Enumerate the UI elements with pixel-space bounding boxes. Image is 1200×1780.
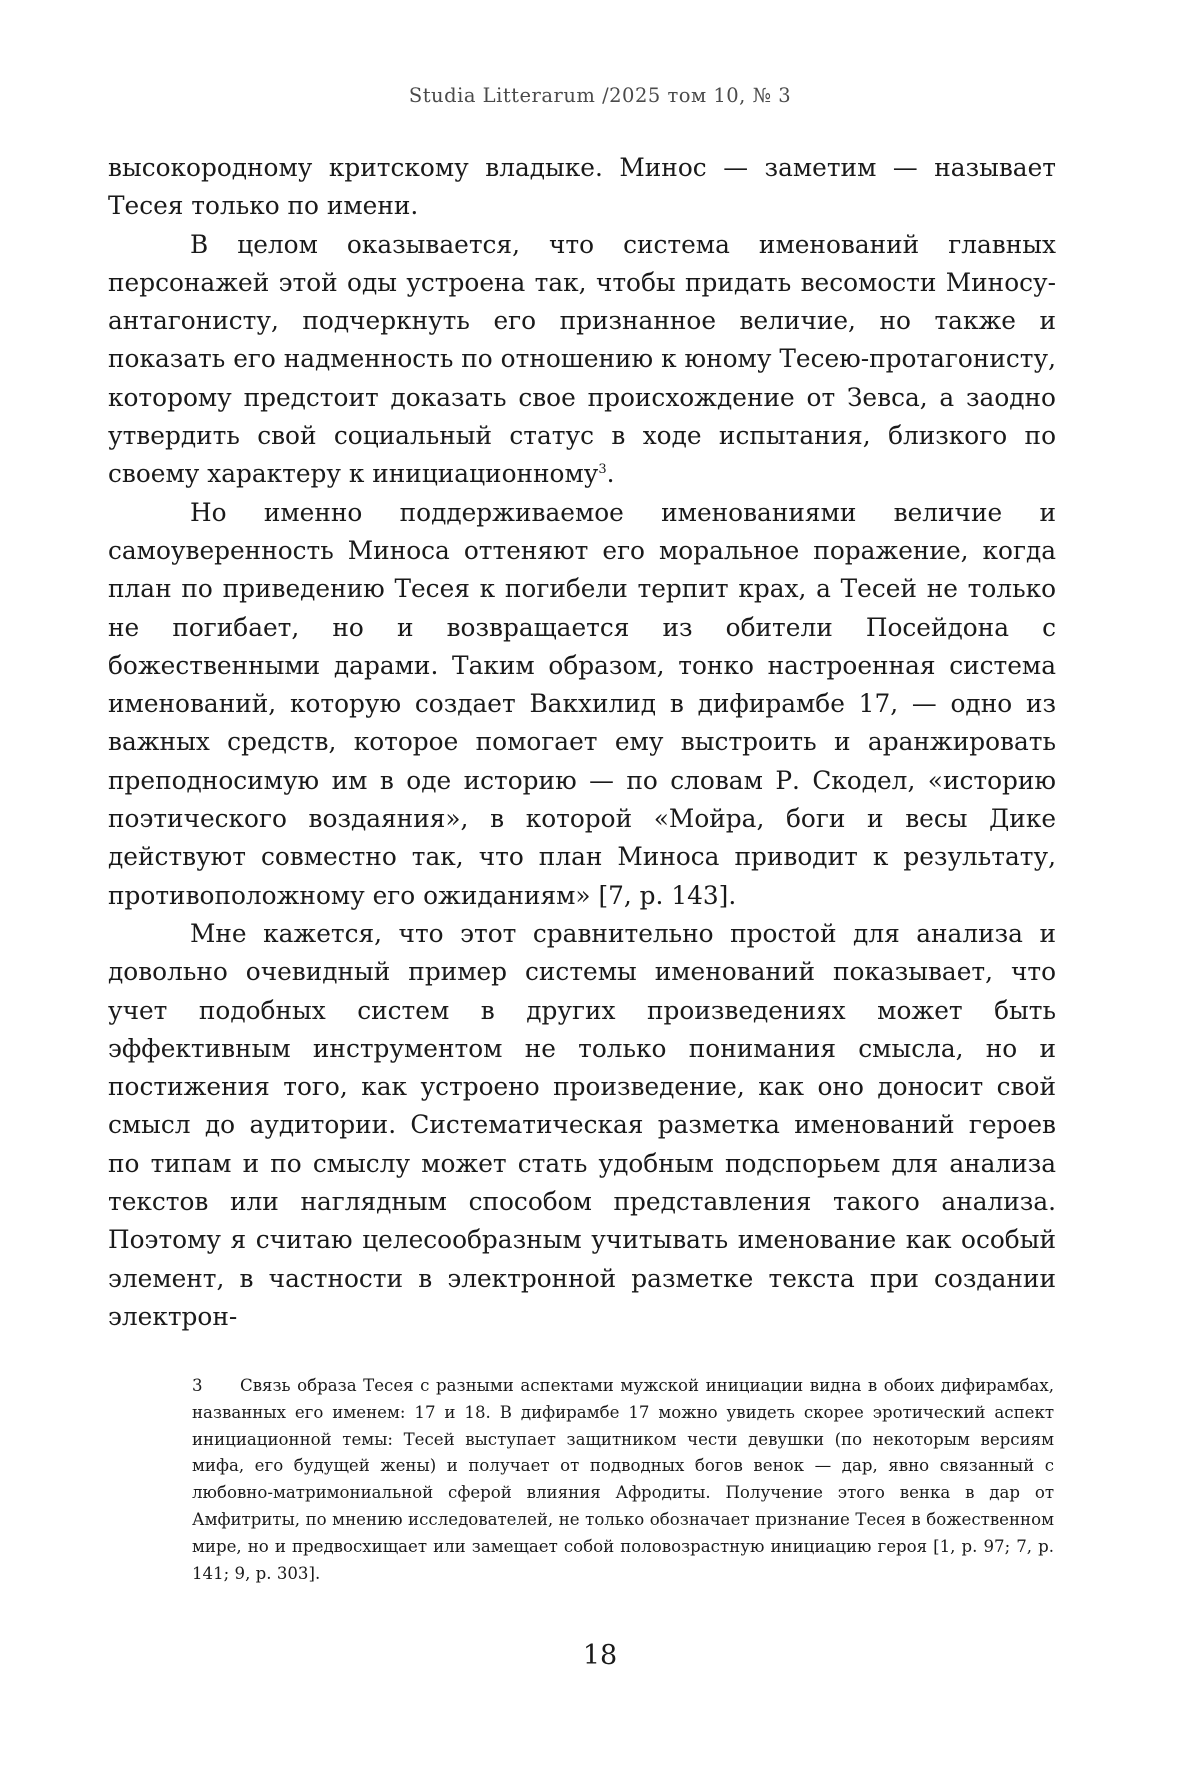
page-number: 18	[582, 1640, 618, 1671]
footnote-number: 3	[192, 1376, 203, 1395]
footnote-3	[192, 1373, 1054, 1587]
main-text	[108, 149, 1056, 1336]
paragraph-2	[108, 226, 1056, 494]
paragraph-2-text: В целом оказывается, что система именований главных персонажей этой оды устроена так, чтобы придать весомости Миносу-антагонисту, подчеркнуть его признанное величие, но также и показать его надменность по отношению к юному Тесею-протагонисту, которому предстоит доказать свое происхождение от Зевса, а заодно утвердить свой социальный статус в ходе испытания, близкого по своему характеру к инициационному	[108, 229, 1056, 489]
paragraph-4: Мне кажется, что этот сравнительно простой для анализа и довольно очевидный пример системы именований показывает, что учет подобных систем в других произведениях может быть эффективным инструментом не только понимания смысла, но и постижения того, как устроено произведение, как оно доносит свой смысл до аудитории. Систематическая разметка именований героев по типам и по смыслу может стать удобным подспорьем для анализа текстов или наглядным способом представления такого анализа. Поэтому я считаю целесообразным учитывать именование как особый элемент, в частности в электронной разметке текста при создании электрон-	[108, 918, 1056, 1331]
paragraph-1: высокородному критскому владыке. Минос — заметим — называет Тесея только по имени.	[108, 153, 1056, 221]
footnote-ref-3[interactable]: 3	[598, 462, 607, 478]
running-head: Studia Litterarum /2025 том 10, № 3	[408, 84, 792, 107]
paragraph-3: Но именно поддерживаемое именованиями величие и самоуверенность Миноса оттеняют его моральное поражение, когда план по приведению Тесея к погибели терпит крах, а Тесей не только не погибает, но и возвращается из обители Посейдона с божественными дарами. Таким образом, тонко настроенная система именований, которую создает Вакхилид в дифирамбе 17, — одно из важных средств, которое помогает ему выстроить и аранжировать преподносимую им в оде историю — по словам Р. Скодел, «историю поэтического воздаяния», в которой «Мойра, боги и весы Дике действуют совместно так, что план Миноса приводит к результату, противоположному его ожиданиям» [7, p. 143].	[108, 497, 1056, 910]
paragraph-2-end: .	[606, 459, 615, 489]
footnote-text: Связь образа Тесея с разными аспектами мужской инициации видна в обоих дифирамбах, названных его именем: 17 и 18. В дифирамбе 17 можно увидеть скорее эротический аспект инициационной темы: Тесей выступает защитником чести девушки (по некоторым версиям мифа, его будущей жены) и получает от подводных богов венок — дар, явно связанный с любовно-матримониальной сферой влияния Афродиты. Получение этого венка в дар от Амфитриты, по мнению исследователей, не только обозначает признание Тесея в божественном мире, но и предвосхищает или замещает собой половозрастную инициацию героя [1, p. 97; 7, p. 141; 9, p. 303].	[192, 1376, 1054, 1583]
